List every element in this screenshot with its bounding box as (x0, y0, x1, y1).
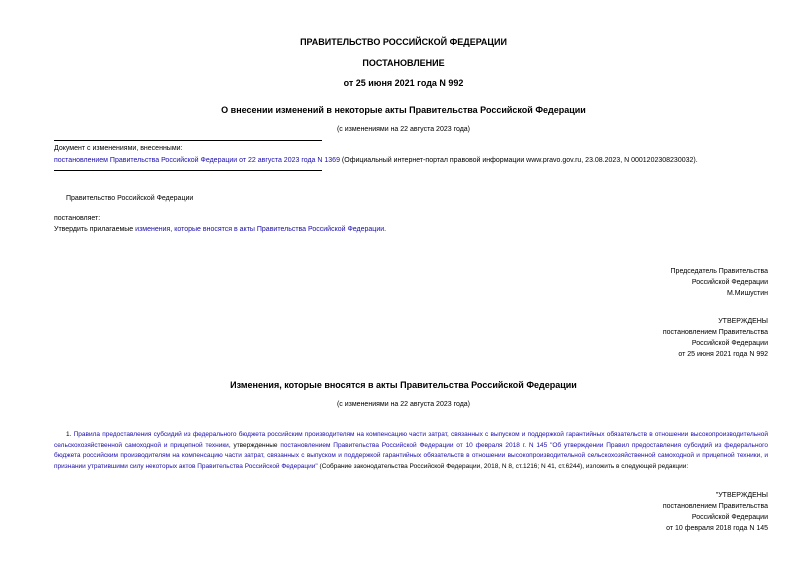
org-heading: ПРАВИТЕЛЬСТВО РОССИЙСКОЙ ФЕДЕРАЦИИ (300, 37, 507, 47)
rules-link[interactable]: Правила предоставления субсидий из федерального бюджета российским производителям на компенсацию части затрат, связанных с выпуском и поддержкой гарантийных обязательств в отношении высокопроизводительной сельскохозяйственной самоходной и прицепной техники (54, 431, 768, 449)
item-mid: , утвержденные (228, 441, 281, 449)
changes-box-label: Документ с изменениями, внесенными: (54, 145, 183, 152)
doc-date-heading: от 25 июня 2021 года N 992 (343, 78, 464, 88)
changes-box-top-rule (54, 140, 322, 141)
revision-note: (с изменениями на 22 августа 2023 года) (336, 126, 471, 133)
changes-box-tail: (Официальный интернет-портал правовой информации www.pravo.gov.ru, 23.08.2023, N 0001202308230032). (339, 157, 698, 164)
changes-section-title: Изменения, которые вносятся в акты Правительства Российской Федерации (230, 380, 577, 390)
decree-145-link[interactable]: постановлением Правительства Российской Федерации от 10 февраля 2018 г. N 145 "Об утверждении Правил предоставления субсидий из федерального бюджета российским производителям на компенсацию части затрат, связанных с выпуском и поддержкой гарантийных обязательств в отношении высокопроизводительной сельскохозяйственной самоходной и прицепной техники, и признании утратившими силу некоторых актов Правительства Российской Федерации" (54, 441, 768, 470)
decrees-text: постановляет: (54, 215, 101, 222)
quoted-approved-line1: "УТВЕРЖДЕНЫ (715, 492, 768, 499)
quoted-approved-line3: Российской Федерации (691, 514, 768, 521)
changes-box-line (54, 157, 698, 164)
item-tail: (Собрание законодательства Российской Федерации, 2018, N 8, ст.1216; N 41, ст.6244), изложить в следующей редакции: (317, 462, 689, 470)
signature-line2: Российской Федерации (691, 279, 768, 286)
changes-link[interactable]: изменения, которые вносятся в акты Правительства Российской Федерации (135, 226, 385, 233)
quoted-approved-line2: постановлением Правительства (662, 503, 768, 510)
approve-prefix: Утвердить прилагаемые (54, 226, 136, 233)
government-text: Правительство Российской Федерации (66, 195, 194, 202)
approve-suffix: . (384, 226, 387, 233)
approved-line3: Российской Федерации (691, 340, 768, 347)
changes-box-bottom-rule (54, 170, 322, 171)
doc-type-heading: ПОСТАНОВЛЕНИЕ (362, 58, 445, 68)
change-item-1 (54, 430, 768, 472)
approved-line4: от 25 июня 2021 года N 992 (678, 351, 768, 358)
quoted-approved-line4: от 10 февраля 2018 года N 145 (666, 525, 768, 532)
signature-line1: Председатель Правительства (670, 268, 768, 275)
item-number: 1. (66, 431, 74, 438)
signature-name: М.Мишустин (726, 290, 768, 297)
doc-title: О внесении изменений в некоторые акты Правительства Российской Федерации (221, 105, 586, 115)
approved-line1: УТВЕРЖДЕНЫ (718, 318, 768, 325)
amending-decree-link[interactable]: постановлением Правительства Российской Федерации от 22 августа 2023 года N 1369 (54, 157, 340, 164)
approved-line2: постановлением Правительства (662, 329, 768, 336)
changes-section-revision: (с изменениями на 22 августа 2023 года) (336, 401, 471, 408)
approve-line (54, 226, 386, 233)
